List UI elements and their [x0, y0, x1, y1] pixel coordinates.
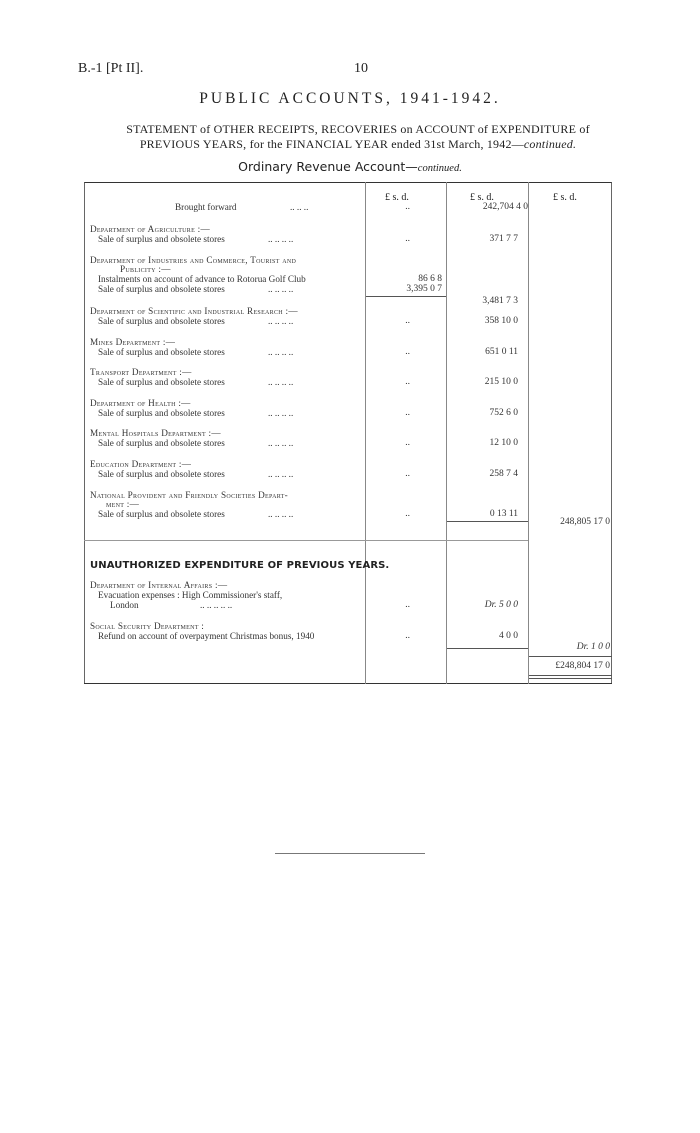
subtitle-continued: continued.	[417, 163, 462, 174]
department-name: Education Department :—	[90, 459, 192, 469]
account-subtitle	[0, 159, 700, 174]
amount-col3: 248,805 17 0	[560, 517, 610, 527]
total-double-rule	[529, 675, 612, 676]
line-item: Sale of surplus and obsolete stores	[98, 316, 225, 326]
page-title: PUBLIC ACCOUNTS, 1941-1942.	[199, 90, 501, 107]
document-code: B.-1 [Pt II].	[78, 61, 144, 76]
column-heading-2: £ s. d.	[470, 192, 494, 203]
department-name: Department of Agriculture :—	[90, 224, 210, 234]
column-heading-1: £ s. d.	[385, 192, 409, 203]
subtitle-main: Ordinary Revenue Account—	[238, 159, 418, 174]
amount-col1: 86 6 8	[418, 274, 442, 284]
department-name: Department of Health :—	[90, 398, 191, 408]
amount-col2: 12 10 0	[489, 438, 518, 448]
amount-col1: ..	[405, 509, 410, 519]
leader-dots: .. .. .. ..	[268, 509, 294, 519]
department-name: Publicity :—	[120, 264, 171, 274]
leader-dots: .. .. .. ..	[268, 438, 294, 448]
statement-line-2	[88, 137, 628, 152]
amount-col1: ..	[405, 316, 410, 326]
subtotal-rule	[447, 521, 528, 522]
amount-col1: ..	[405, 377, 410, 387]
grand-total: £248,804 17 0	[555, 661, 610, 671]
leader-dots: .. .. .. ..	[268, 408, 294, 418]
footer-rule	[275, 853, 425, 854]
department-name: Mines Department :—	[90, 337, 176, 347]
department-name: Department of Scientific and Industrial Research :—	[90, 306, 298, 316]
line-item: Refund on account of overpayment Christmas bonus, 1940	[98, 631, 315, 641]
amount-col1: ..	[405, 347, 410, 357]
section-heading: UNAUTHORIZED EXPENDITURE OF PREVIOUS YEARS.	[90, 560, 390, 571]
statement-heading	[88, 122, 628, 152]
amount-col1: ..	[405, 469, 410, 479]
amount-col1: ..	[405, 408, 410, 418]
leader-dots: .. .. .. .. ..	[200, 600, 233, 610]
column-heading-3: £ s. d.	[553, 192, 577, 203]
line-item: Sale of surplus and obsolete stores	[98, 408, 225, 418]
amount-col1: 3,395 0 7	[406, 284, 442, 294]
amount-col2: Dr. 5 0 0	[484, 600, 518, 610]
total-double-rule	[529, 678, 612, 679]
statement-line-1: STATEMENT of OTHER RECEIPTS, RECOVERIES on ACCOUNT of EXPENDITURE of	[126, 122, 590, 136]
amount-col2: 752 6 0	[489, 408, 518, 418]
section-divider	[84, 540, 528, 541]
amount-col2: 258 7 4	[489, 469, 518, 479]
amount-col1: ..	[405, 438, 410, 448]
department-name: National Provident and Friendly Societies Depart-	[90, 490, 288, 500]
column-rule	[446, 182, 447, 684]
leader-dots: .. .. .. ..	[268, 284, 294, 294]
statement-line-2-text: PREVIOUS YEARS, for the FINANCIAL YEAR ended 31st March, 1942—	[139, 137, 524, 151]
department-name: ment :—	[106, 499, 140, 509]
line-item: Sale of surplus and obsolete stores	[98, 469, 225, 479]
statement-continued: continued.	[523, 137, 577, 151]
amount-col2: 4 0 0	[499, 631, 518, 641]
line-item-cont: London	[110, 600, 139, 610]
line-item: Sale of surplus and obsolete stores	[98, 377, 225, 387]
line-item: Instalments on account of advance to Rotorua Golf Club	[98, 274, 306, 284]
leader-dots: .. .. .. ..	[268, 469, 294, 479]
line-item: Sale of surplus and obsolete stores	[98, 234, 225, 244]
amount-col1: ..	[405, 202, 410, 212]
column-rule	[528, 182, 529, 684]
department-name: Department of Internal Affairs :—	[90, 580, 228, 590]
amount-col2: 371 7 7	[489, 234, 518, 244]
leader-dots: .. .. .. ..	[268, 377, 294, 387]
subtotal-rule	[366, 296, 446, 297]
leader-dots: .. .. .. ..	[268, 316, 294, 326]
amount-col2: 3,481 7 3	[482, 296, 518, 306]
line-item: Evacuation expenses : High Commissioner's staff,	[98, 590, 283, 600]
table-bottom-rule	[84, 683, 612, 684]
line-item: Sale of surplus and obsolete stores	[98, 284, 225, 294]
department-name: Transport Department :—	[90, 367, 192, 377]
department-name: Mental Hospitals Department :—	[90, 428, 221, 438]
amount-col1: ..	[405, 631, 410, 641]
amount-col2: 358 10 0	[484, 316, 518, 326]
line-item: Sale of surplus and obsolete stores	[98, 509, 225, 519]
amount-col2: 651 0 11	[485, 347, 518, 357]
leader-dots: .. .. ..	[290, 202, 309, 212]
total-rule	[529, 656, 612, 657]
page-number: 10	[354, 61, 368, 76]
subtotal-rule	[447, 648, 528, 649]
amount-col2: 242,704 4 0	[482, 202, 528, 212]
leader-dots: .. .. .. ..	[268, 347, 294, 357]
line-item: Sale of surplus and obsolete stores	[98, 347, 225, 357]
amount-col2: 0 13 11	[489, 509, 518, 519]
department-name: Department of Industries and Commerce, Tourist and	[90, 255, 297, 265]
amount-col2: 215 10 0	[484, 377, 518, 387]
column-rule	[365, 182, 366, 684]
brought-forward-label: Brought forward	[175, 202, 237, 212]
department-name: Social Security Department :	[90, 621, 205, 631]
line-item: Sale of surplus and obsolete stores	[98, 438, 225, 448]
amount-col1: ..	[405, 234, 410, 244]
amount-col1: ..	[405, 600, 410, 610]
amount-col3: Dr. 1 0 0	[576, 642, 610, 652]
leader-dots: .. .. .. ..	[268, 234, 294, 244]
